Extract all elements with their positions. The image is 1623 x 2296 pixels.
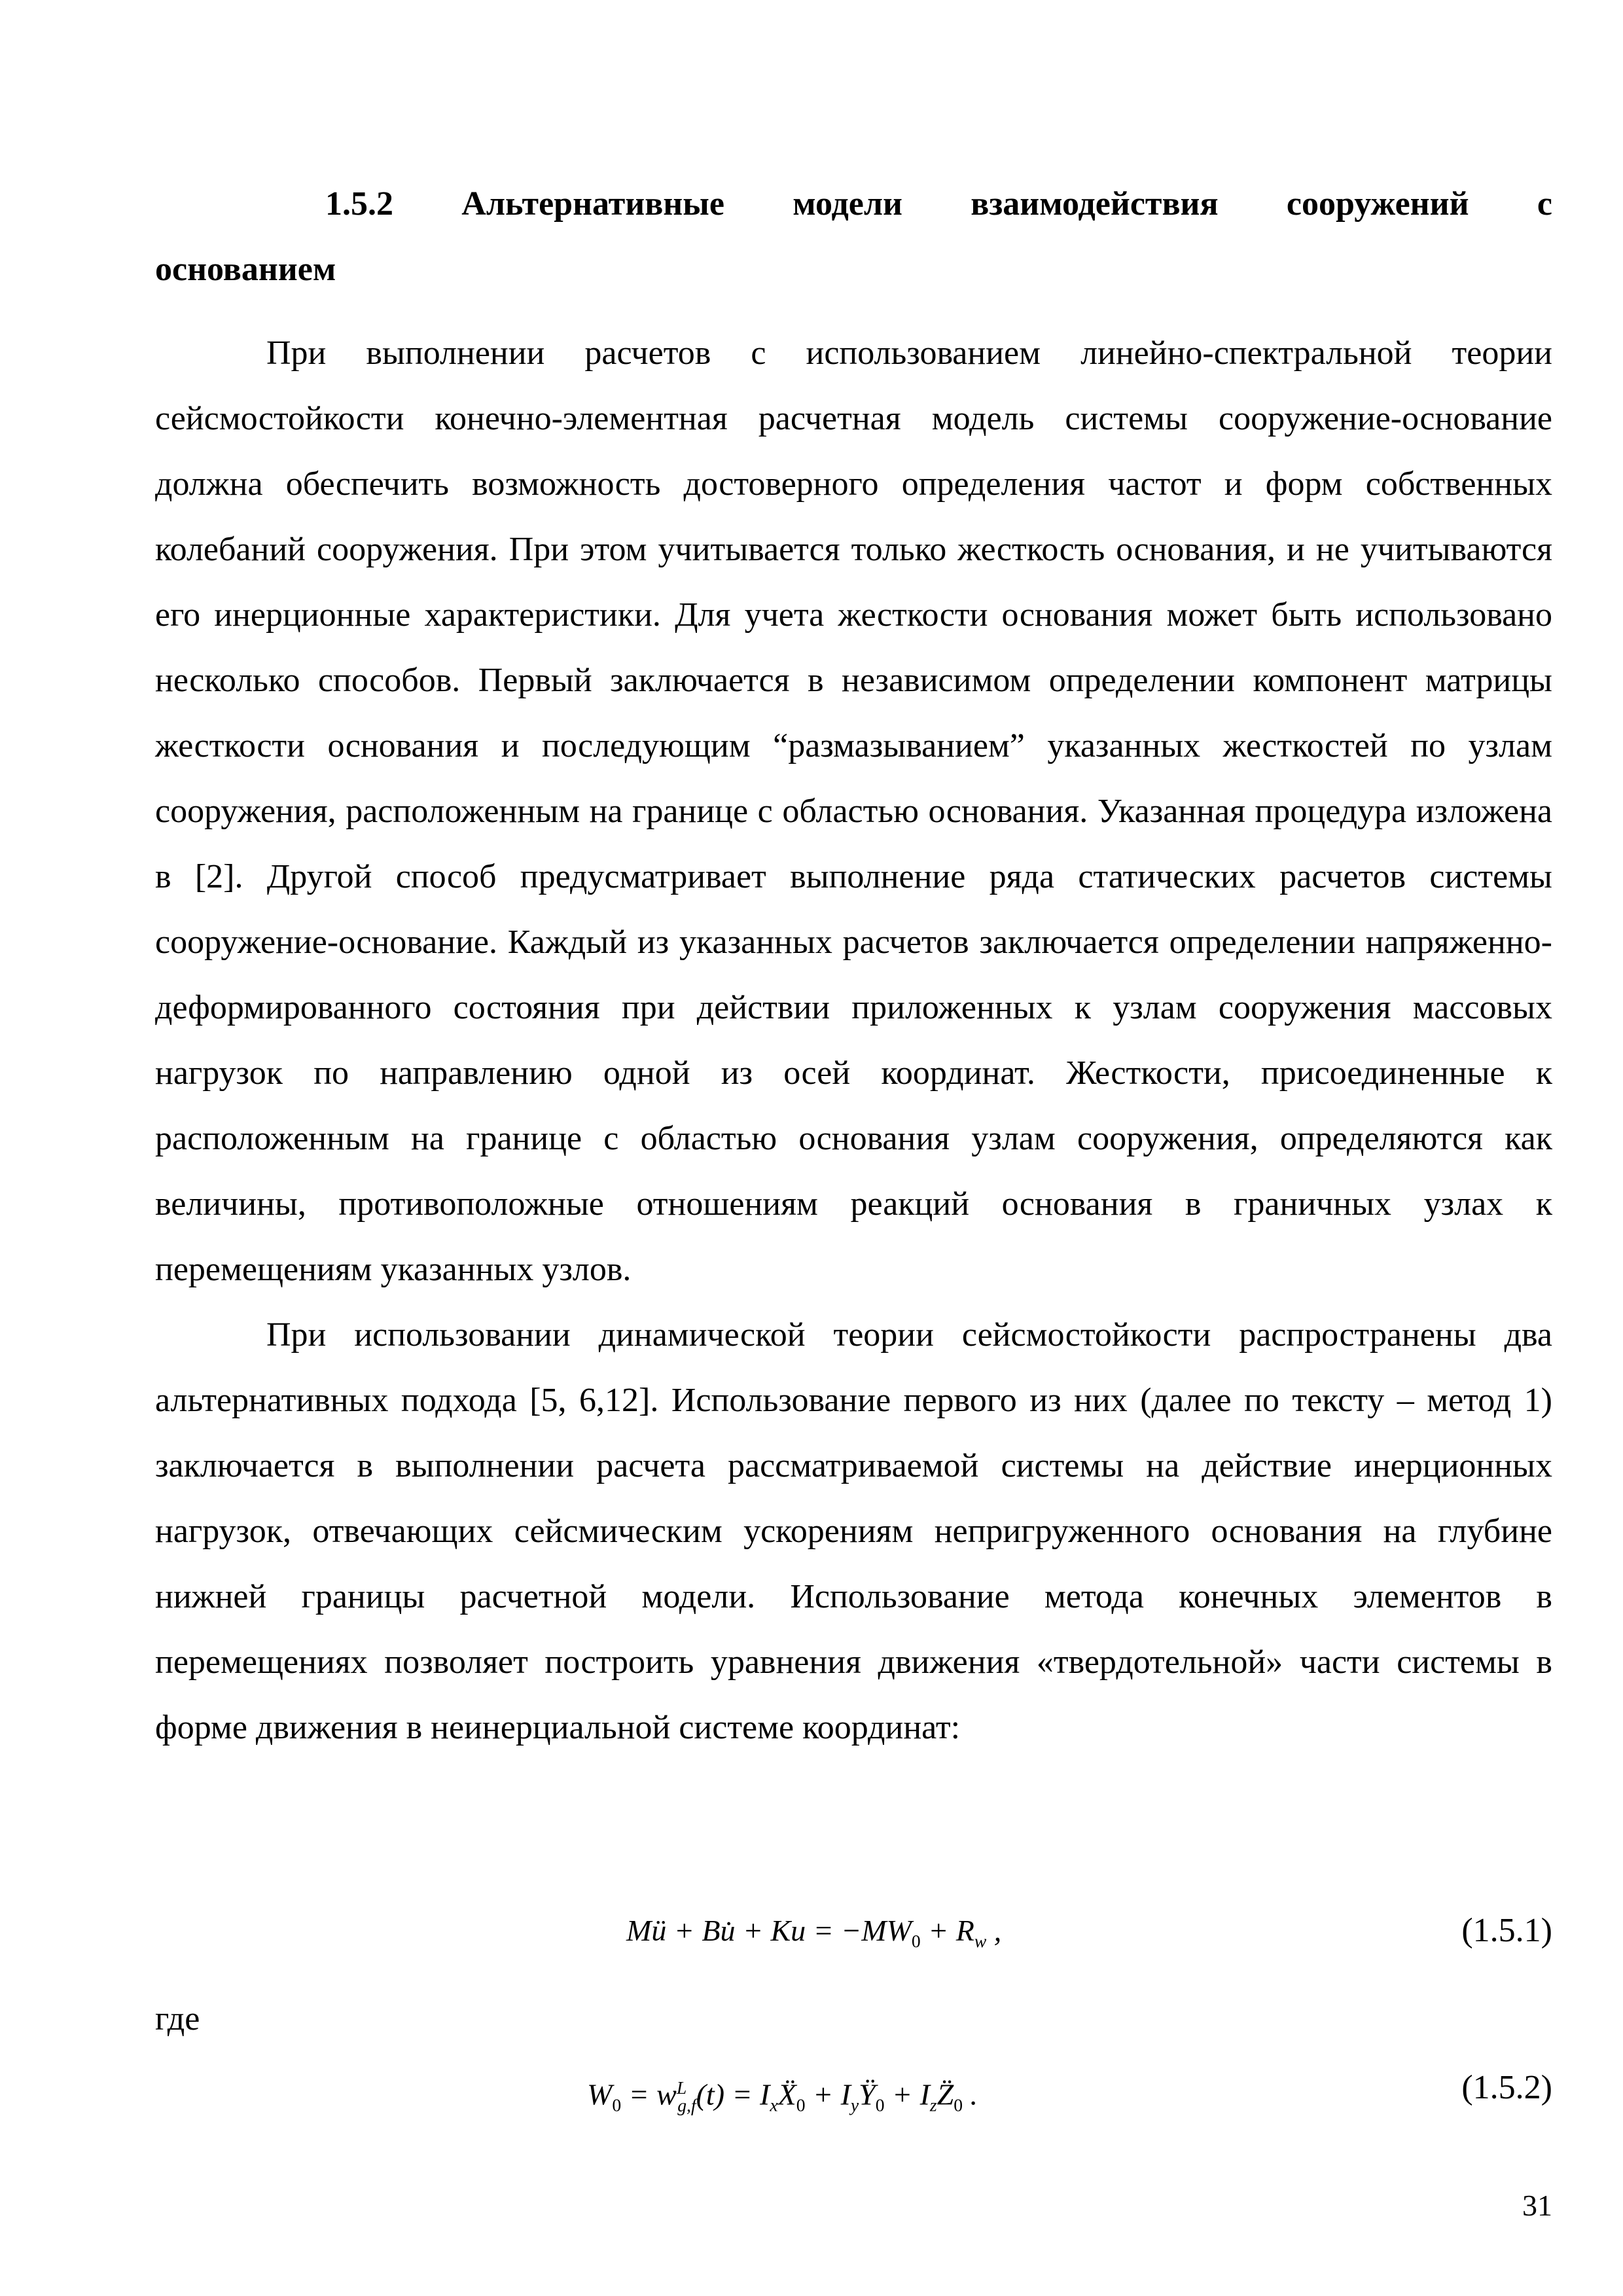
- heading-word: модели: [793, 185, 902, 223]
- heading-number: 1.5.2: [325, 185, 393, 223]
- heading-word: Альтернативные: [461, 185, 724, 223]
- heading-word: с: [1537, 185, 1552, 223]
- equation-1-5-2: [155, 2055, 1552, 2121]
- heading-word: сооружений: [1286, 185, 1469, 223]
- equation-number: (1.5.1): [1461, 1912, 1552, 1949]
- heading-line-1: [155, 171, 1552, 237]
- equation-formula: $W_0 = w^L_{g,f}(t)$ = $I_xẌ_0$ + $I_yŸ_0$ + $I_zZ̈_0$ .: [587, 2077, 978, 2115]
- equation-number: (1.5.2): [1461, 2069, 1552, 2106]
- body-text: [155, 321, 1552, 1761]
- where-label: где: [155, 2000, 200, 2037]
- equation-formula: Mü + Bu̇ + $Ku = -MW_0 + R_w$ ,: [626, 1914, 1002, 1952]
- page-number: 31: [1522, 2189, 1552, 2222]
- heading-word: взаимодействия: [971, 185, 1219, 223]
- equation-1-5-1: [155, 1898, 1552, 1964]
- heading-line-2: основанием: [155, 251, 336, 288]
- section-heading: [155, 171, 1552, 302]
- paragraph-2: При использовании динамической теории сейсмостойкости распространены два альтернативных подхода [5, 6,12]. Использование первого из них (далее по тексту – метод 1) заключается в выполнении расчета рассматриваемой системы на действие инерционных нагрузок, отвечающих сейсмическим ускорениям непригруженного основания на глубине нижней границы расчетной модели. Использование метода конечных элементов в перемещениях позволяет построить уравнения движения «твердотельной» части системы в форме движения в неинерциальной системе координат:: [155, 1316, 1552, 1746]
- paragraph-1: При выполнении расчетов с использованием линейно-спектральной теории сейсмостойкости конечно-элементная расчетная модель системы сооружение-основание должна обеспечить возможность достоверного определения частот и форм собственных колебаний сооружения. При этом учитывается только жесткость основания, и не учитываются его инерционные характеристики. Для учета жесткости основания может быть использовано несколько способов. Первый заключается в независимом определении компонент матрицы жесткости основания и последующим “размазыванием” указанных жесткостей по узлам сооружения, расположенным на границе с областью основания. Указанная процедура изложена в [2]. Другой способ предусматривает выполнение ряда статических расчетов системы сооружение-основание. Каждый из указанных расчетов заключается определении напряженно-деформированного состояния при действии приложенных к узлам сооружения массовых нагрузок по направлению одной из осей координат. Жесткости, присоединенные к расположенным на границе с областью основания узлам сооружения, определяются как величины, противоположные отношениям реакций основания в граничных узлах к перемещениям указанных узлов.: [155, 334, 1552, 1288]
